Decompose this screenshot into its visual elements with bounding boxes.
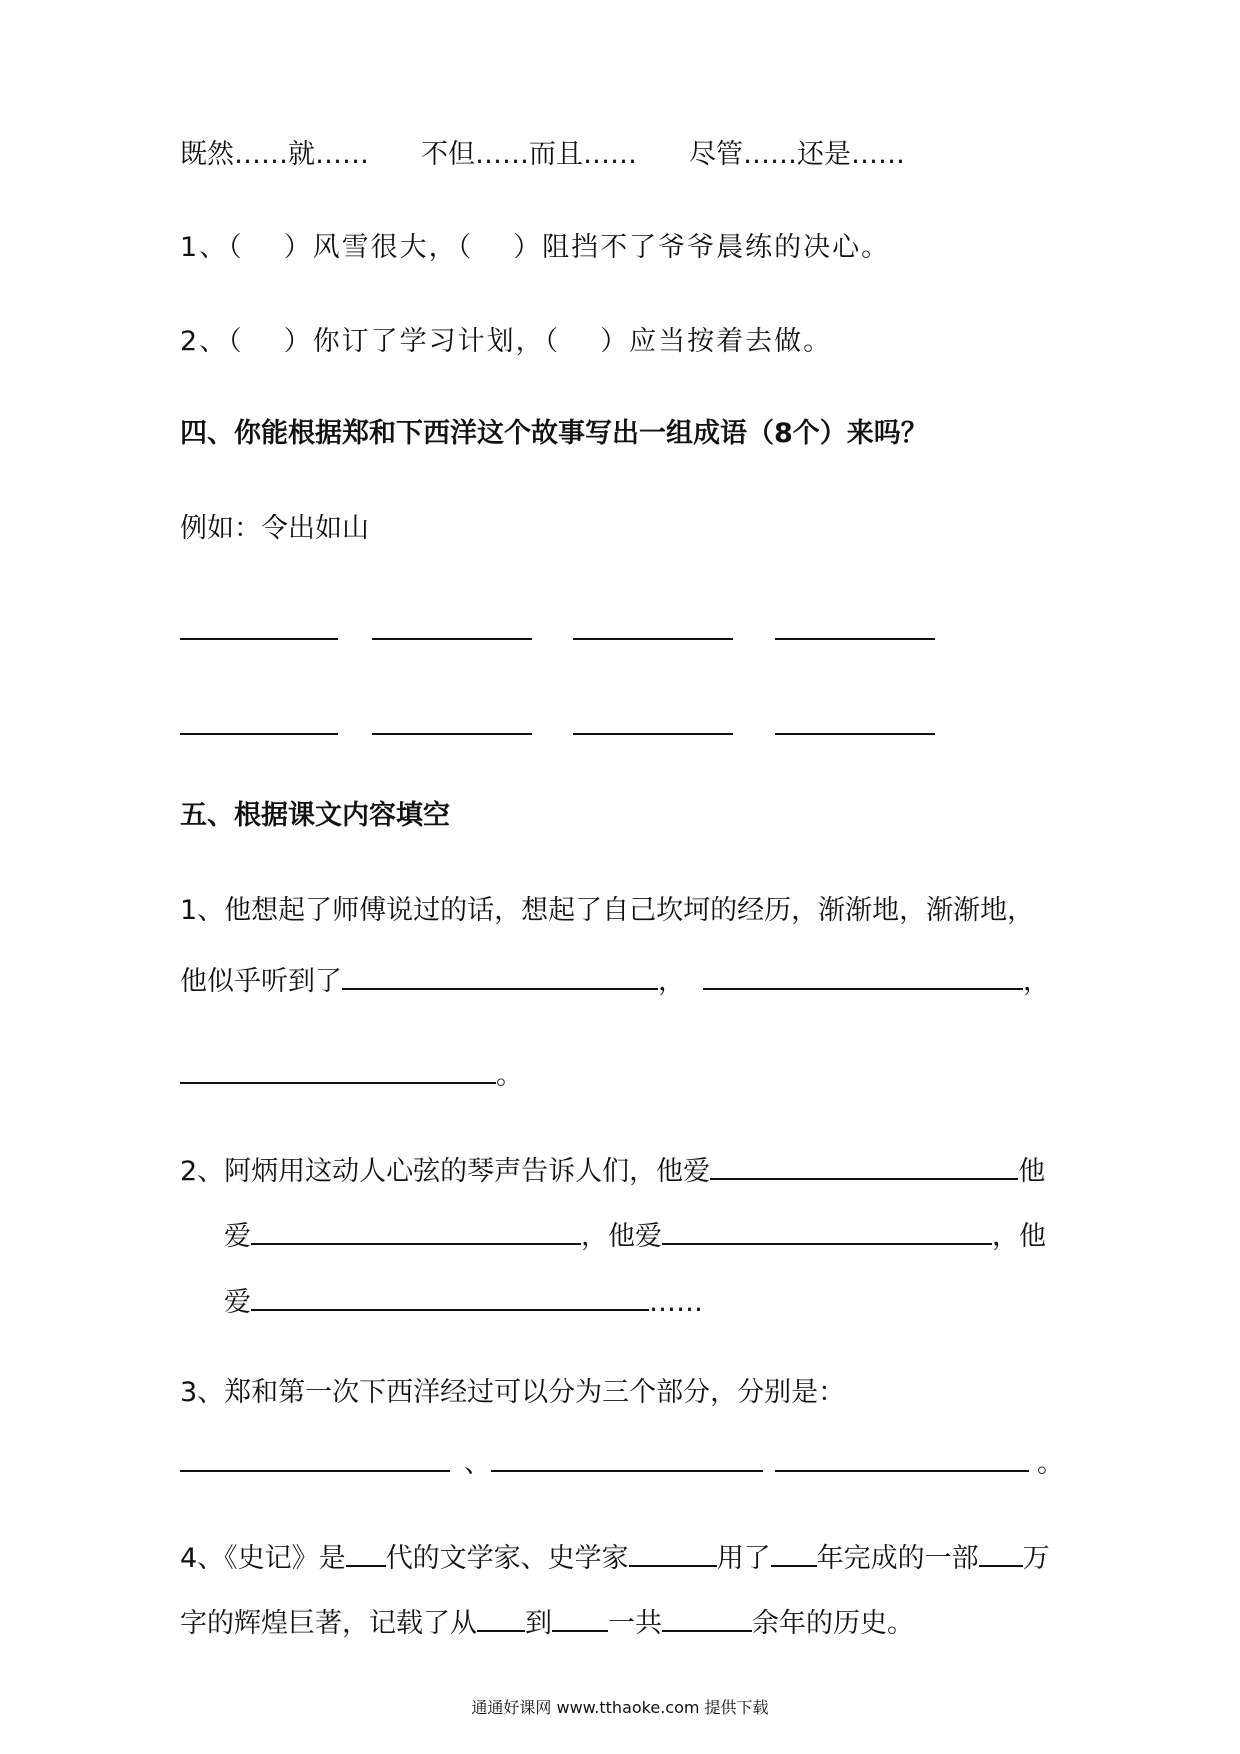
- idiom-blank[interactable]: [180, 733, 338, 735]
- question-text: 4、《史记》是: [180, 1543, 346, 1574]
- conjunction-question-1: [180, 228, 890, 268]
- fill-question-1-line-3: [180, 1052, 523, 1096]
- section-4-heading: 四、你能根据郑和下西洋这个故事写出一组成语（8个）来吗？: [180, 418, 928, 449]
- fill-question-1-line-2: [180, 958, 1050, 1002]
- answer-blank[interactable]: [629, 1535, 717, 1567]
- question-text: ）风雪很大，（: [283, 232, 474, 263]
- question-text: 字的辉煌巨著，记载了从: [180, 1608, 477, 1639]
- answer-blank[interactable]: [979, 1535, 1023, 1567]
- answer-blank[interactable]: [552, 1600, 608, 1632]
- idiom-blank[interactable]: [372, 733, 532, 735]
- question-text: ）应当按着去做。: [600, 326, 833, 357]
- answer-blank[interactable]: [662, 1213, 992, 1245]
- answer-blank[interactable]: [180, 1440, 450, 1472]
- punctuation: ，: [658, 966, 685, 997]
- idiom-blank[interactable]: [372, 638, 532, 640]
- fill-question-2-line-3: [224, 1279, 703, 1323]
- question-text: 余年的历史。: [752, 1608, 914, 1639]
- punctuation: ……: [649, 1287, 703, 1318]
- idiom-example: 例如：令出如山: [180, 513, 369, 544]
- conjunction-options: [180, 135, 905, 175]
- fill-question-3-line-1: 3、郑和第一次下西洋经过可以分为三个部分，分别是：: [180, 1377, 846, 1408]
- answer-blank[interactable]: [710, 1148, 1018, 1180]
- fill-question-2-line-2: [224, 1213, 1046, 1257]
- question-text: 他似乎听到了: [180, 966, 342, 997]
- question-text: 万: [1022, 1543, 1050, 1574]
- answer-blank[interactable]: [251, 1213, 581, 1245]
- question-text: ）阻挡不了爷爷晨练的决心。: [513, 232, 891, 263]
- conjunction-pair-1: 既然……就……: [180, 139, 369, 170]
- answer-blank[interactable]: [662, 1600, 752, 1632]
- idiom-blank[interactable]: [573, 733, 733, 735]
- idiom-blank[interactable]: [775, 638, 935, 640]
- question-text: ，他爱: [581, 1221, 662, 1252]
- answer-blank[interactable]: [346, 1535, 386, 1567]
- question-text: ）你订了学习计划，（: [283, 326, 561, 357]
- conjunction-question-2: [180, 322, 832, 362]
- punctuation: 。: [1037, 1448, 1064, 1479]
- question-number: 2、（: [180, 326, 244, 357]
- fill-question-3-line-2: [180, 1440, 1064, 1484]
- answer-blank[interactable]: [491, 1440, 763, 1472]
- question-text: 他: [1018, 1156, 1046, 1187]
- conjunction-pair-3: 尽管……还是……: [689, 139, 905, 170]
- idiom-blank[interactable]: [573, 638, 733, 640]
- answer-blank[interactable]: [703, 958, 1023, 990]
- punctuation: 、: [464, 1448, 491, 1479]
- answer-blank[interactable]: [180, 1052, 496, 1084]
- idiom-blank[interactable]: [180, 638, 338, 640]
- question-text: ，他: [992, 1221, 1046, 1252]
- answer-blank[interactable]: [775, 1440, 1029, 1472]
- question-text: 一共: [608, 1608, 662, 1639]
- question-text: 爱: [224, 1287, 251, 1318]
- punctuation: ，: [1023, 966, 1050, 997]
- question-text: 爱: [224, 1221, 251, 1252]
- fill-question-1-line-1: 1、他想起了师傅说过的话，想起了自己坎坷的经历，渐渐地，渐渐地，: [180, 895, 1035, 926]
- page-footer: 通通好课网 www.tthaoke.com 提供下载: [471, 1698, 769, 1717]
- fill-question-2-line-1: [180, 1148, 1045, 1192]
- answer-blank[interactable]: [771, 1535, 817, 1567]
- question-text: 年完成的一部: [816, 1543, 979, 1574]
- question-number: 1、（: [180, 232, 244, 263]
- answer-blank[interactable]: [477, 1600, 525, 1632]
- conjunction-pair-2: 不但……而且……: [421, 139, 637, 170]
- question-text: 到: [525, 1608, 552, 1639]
- punctuation: 。: [496, 1060, 523, 1091]
- answer-blank[interactable]: [251, 1279, 649, 1311]
- fill-question-4-line-2: [180, 1600, 914, 1644]
- question-text: 2、阿炳用这动人心弦的琴声告诉人们，他爱: [180, 1156, 711, 1187]
- question-text: 代的文学家、史学家: [385, 1543, 629, 1574]
- section-5-heading: 五、根据课文内容填空: [180, 800, 450, 831]
- answer-blank[interactable]: [342, 958, 658, 990]
- idiom-blank[interactable]: [775, 733, 935, 735]
- fill-question-4-line-1: [180, 1535, 1050, 1579]
- question-text: 用了: [716, 1543, 771, 1574]
